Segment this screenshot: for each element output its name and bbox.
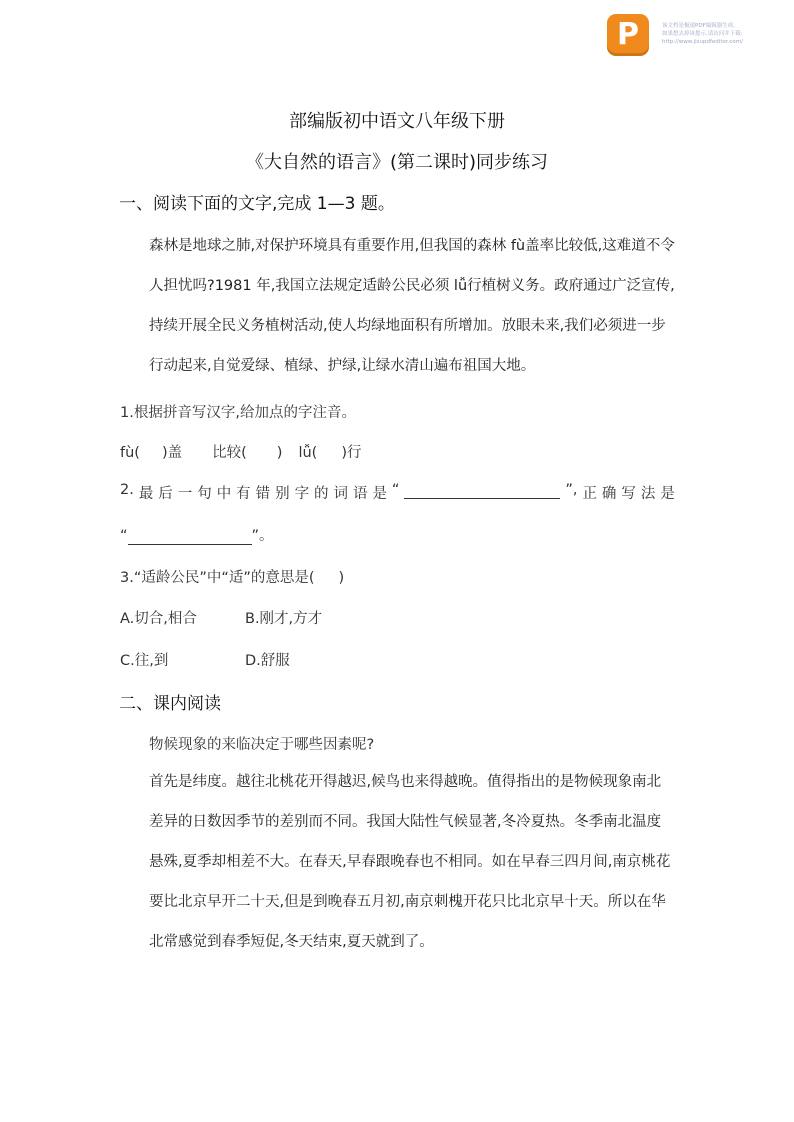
- option-a[interactable]: A.切合,相合: [120, 611, 197, 627]
- pinyin-lv-tail: )行: [341, 445, 362, 461]
- passage-text: 首先是纬度。越往北桃花开得越迟,候鸟也来得越晚。值得指出的是物候现象南北差异的日数因季节的差别而不同。我国大陆性气候显著,冬冷夏热。冬季南北温度悬殊,夏季却相差不大。在春天,早春跟晚春也不相同。如在早春三四月间,南京桃花要比北京早开二十天,但是到晚春五月初,南京刺槐开花只比北京早十天。所以在华北常感觉到春季短促,冬天结束,夏天就到了。: [149, 774, 671, 950]
- watermark-line: 该文档是极速PDF编辑器生成,: [662, 23, 735, 29]
- section-2-question: 物候现象的来临决定于哪些因素呢?: [149, 737, 375, 753]
- option-d[interactable]: D.舒服: [245, 653, 290, 669]
- logo-letter: P: [617, 17, 639, 52]
- section-1-heading: 一、阅读下面的文字,完成 1—3 题。: [119, 194, 395, 214]
- pinyin-fu: fù(: [120, 445, 140, 461]
- question-1-blanks: [120, 441, 362, 462]
- question-3: 3.“适龄公民”中“适”的意思是( ): [120, 570, 345, 586]
- answer-blank-correct-word[interactable]: [128, 528, 252, 545]
- passage-text: 森林是地球之肺,对保护环境具有重要作用,但我国的森林 fù盖率比较低,这难道不令人担忧吗?1981 年,我国立法规定适龄公民必须 lǚ行植树义务。政府通过广泛宣传,持续开展全民义务植树活动,使人均绿地面积有所增加。放眼未来,我们必须进一步行动起来,自觉爱绿、植绿、护绿,让绿水清山遍布祖国大地。: [149, 238, 675, 374]
- section-2-heading: 二、课内阅读: [119, 694, 221, 714]
- watermark-link[interactable]: http://www.jisupdfeditor.com/: [662, 39, 743, 45]
- section-1-passage: [120, 226, 675, 386]
- option-b[interactable]: B.刚才,方才: [245, 611, 323, 627]
- pinyin-lv: lǚ(: [298, 445, 318, 461]
- question-2-line-2: “ ”。: [120, 528, 274, 544]
- option-c[interactable]: C.往,到: [120, 653, 169, 669]
- document-subtitle: 《大自然的语言》(第二课时)同步练习: [245, 152, 549, 173]
- watermark-line: 如果想去掉该提示,请访问并下载:: [662, 31, 743, 37]
- bijiao-tail: ): [276, 445, 283, 461]
- bijiao-label: 比较(: [212, 445, 247, 461]
- document-title: 部编版初中语文八年级下册: [289, 111, 505, 132]
- answer-blank-wrong-word[interactable]: [404, 482, 560, 499]
- pinyin-fu-tail: )盖: [161, 445, 183, 461]
- section-2-passage: [120, 762, 675, 962]
- question-2: 2. 最 后 一 句 中 有 错 别 字 的 词 语 是 “ ”, 正 确 写 法 是: [120, 482, 675, 502]
- pdf-editor-logo: [607, 14, 649, 56]
- watermark-notice: [662, 22, 743, 46]
- question-1: 1.根据拼音写汉字,给加点的字注音。: [120, 405, 356, 421]
